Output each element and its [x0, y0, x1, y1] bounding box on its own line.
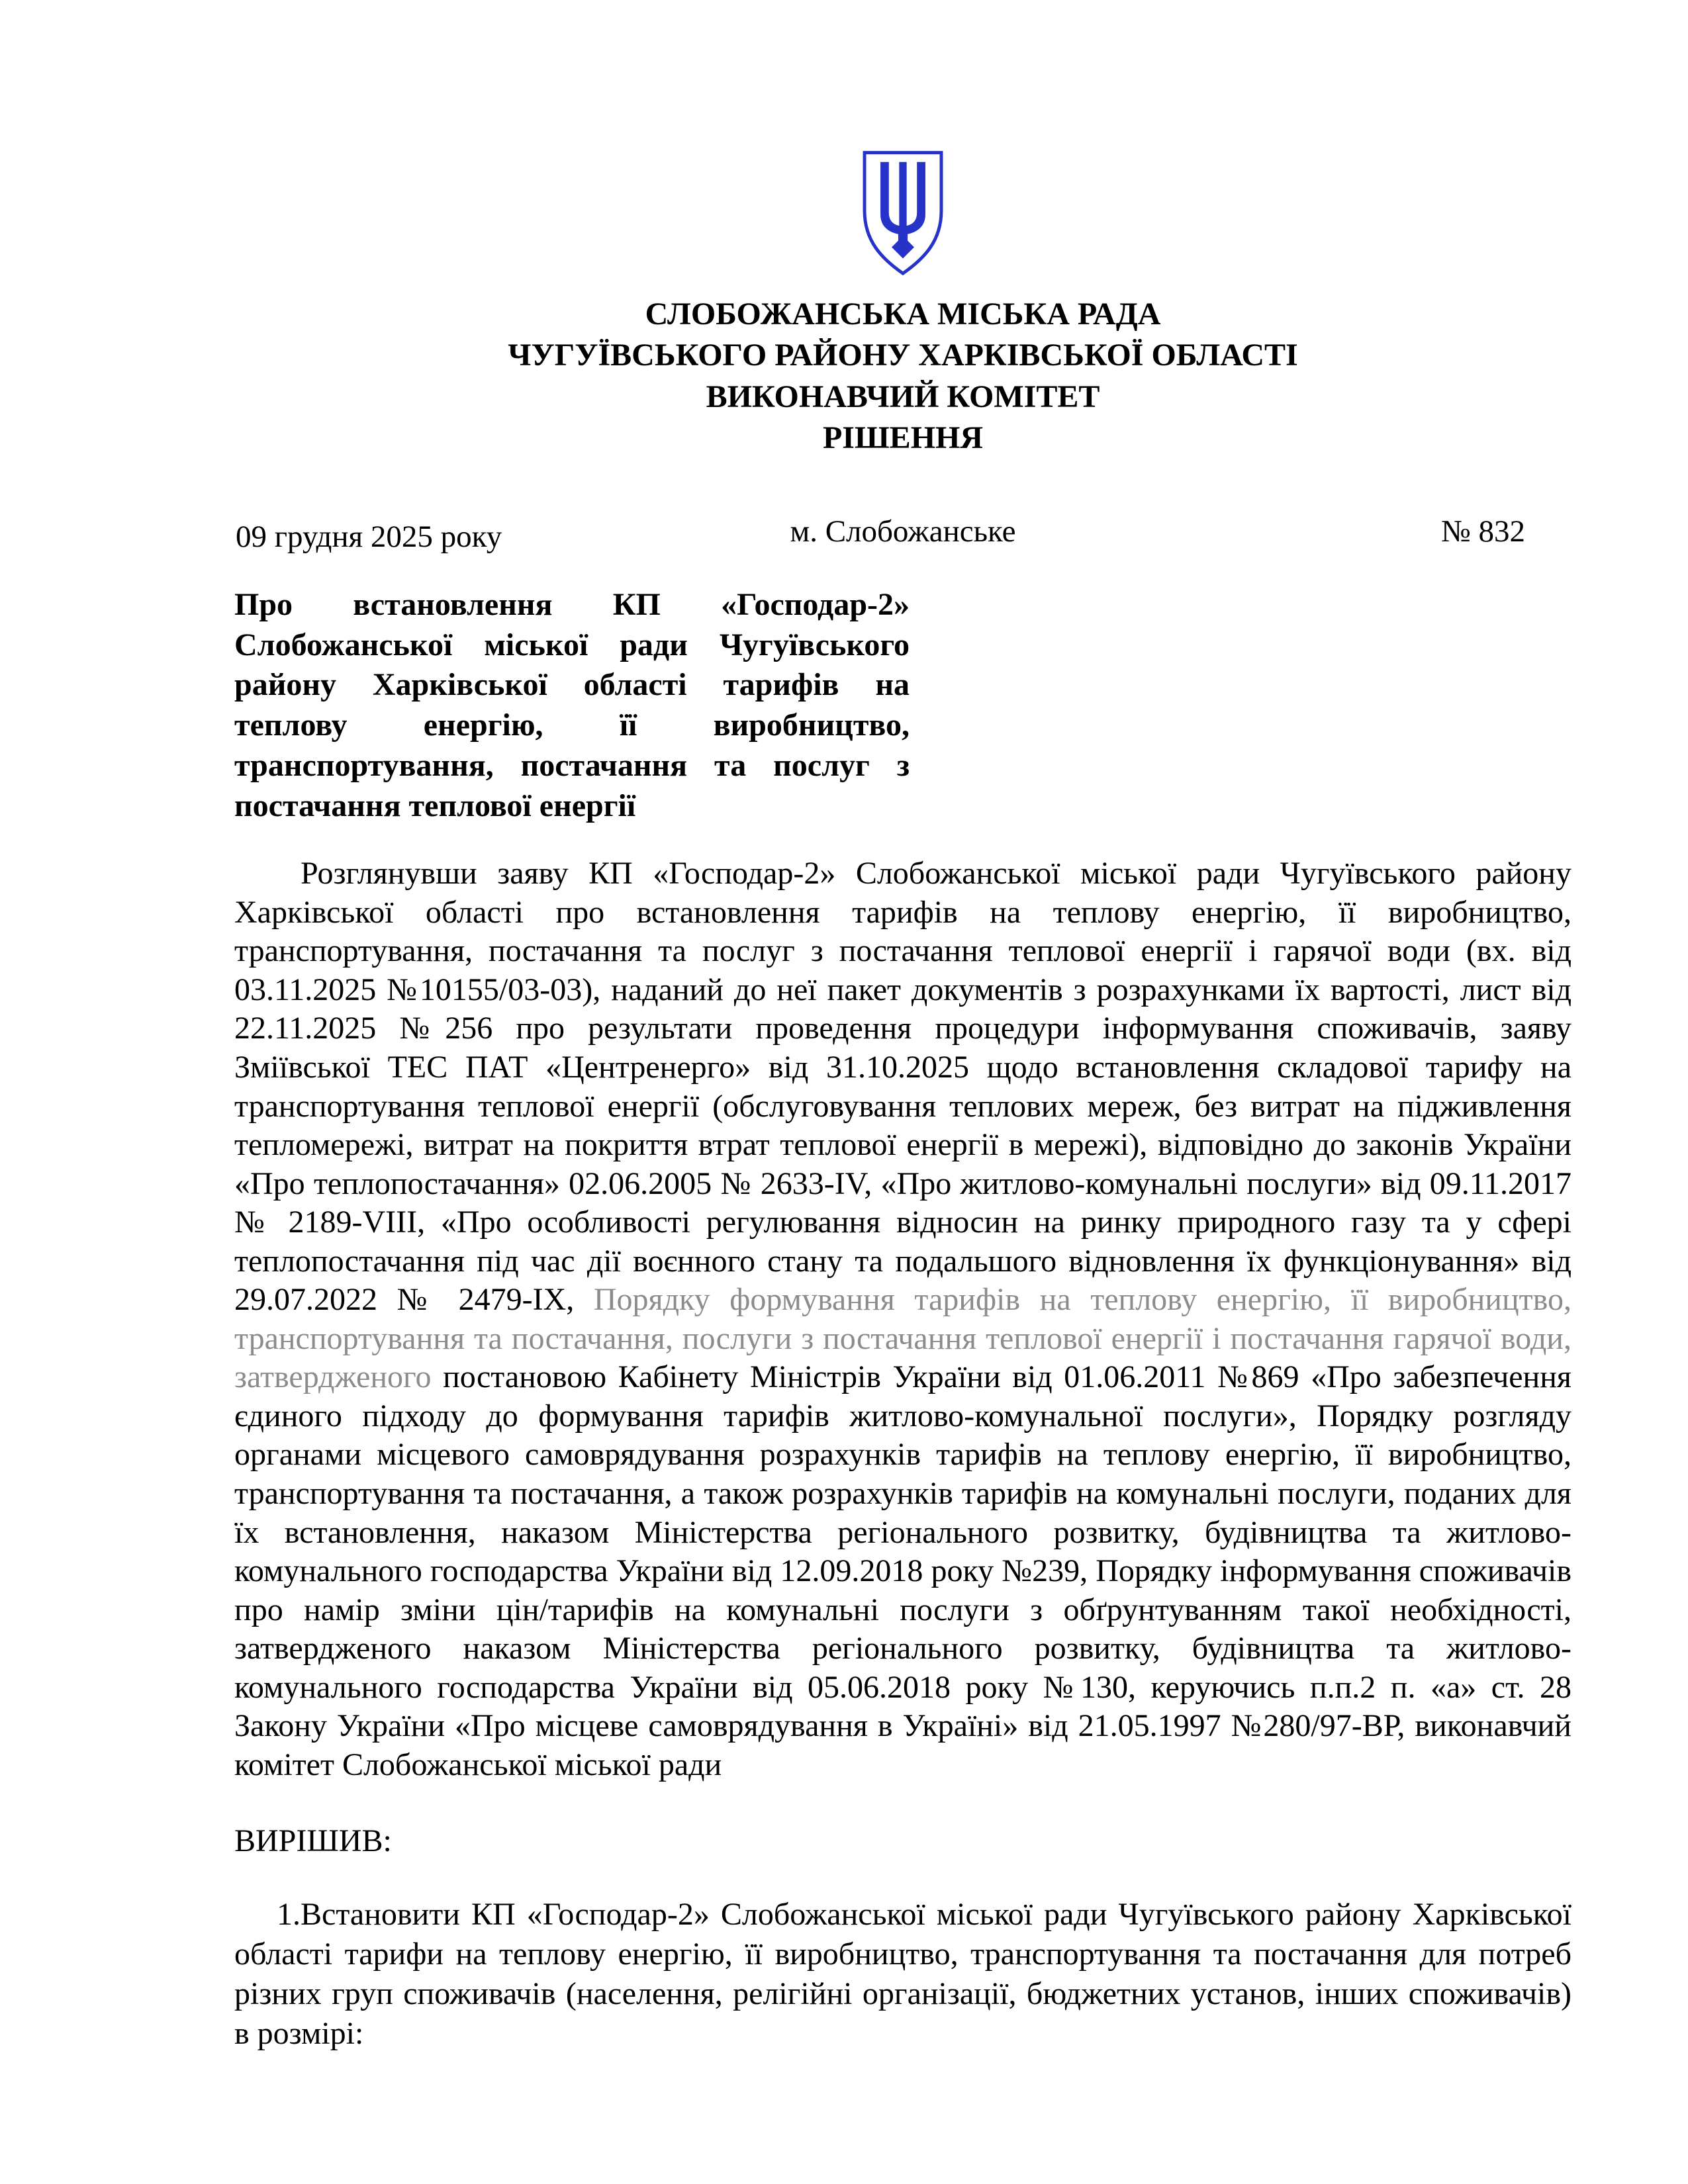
document-place: м. Слобожанське [790, 514, 1016, 549]
body-text-part-1: Розглянувши заяву КП «Господар-2» Слобожанської міської ради Чугуївського району Харківської області про встановлення тарифів на теплову енергію, її виробництво, транспортування, постачання та послуг з постачання теплової енергії і гарячої води (вх. від 03.11.2025 №10155/03-03), наданий до неї пакет документів з розрахунками їх вартості, лист від 22.11.2025 №256 про результати проведення процедури інформування споживачів, заяву Зміївської ТЕС ПАТ «Центренерго» від 31.10.2025 щодо встановлення складової тарифу на транспортування теплової енергії (обслуговування теплових мереж, без витрат на підживлення тепломережі, витрат на покриття втрат теплової енергії в мережі), відповідно до законів України «Про теплопостачання» 02.06.2005 № 2633-IV, «Про житлово-комунальні послуги» від 09.11.2017 № 2189-VIII, «Про особливості регулювання відносин на ринку природного газу та у сфері теплопостачання під час дії воєнного стану та подальшого відновлення їх функціонування» від 29.07.2022 № 2479-IX, [234, 856, 1571, 1318]
decision-item-1: 1.Встановити КП «Господар-2» Слобожанської міської ради Чугуївського району Харківської області тарифи на теплову енергію, її виробництво, транспортування та постачання для потреб різних груп споживачів (населення, релігійні організації, бюджетних установ, інших споживачів) в розмірі: [234, 1897, 1571, 2052]
document-type-title: РІШЕННЯ [822, 420, 984, 456]
org-committee-line: ВИКОНАВЧИЙ КОМІТЕТ [706, 379, 1100, 414]
body-text-part-2-gray: Порядку формування тарифів на теплову енергію, її виробництво, транспортування та постачання, послуги з постачання теплової енергії і постачання гарячої води, затвердженого [234, 1282, 1571, 1395]
decision-heading: ВИРІШИВ: [234, 1823, 392, 1859]
emblem-container [234, 149, 1571, 283]
document-number: № 832 [1440, 514, 1525, 549]
document-subject: Про встановлення КП «Господар-2» Слобожанської міської ради Чугуївського району Харківської області тарифів на теплову енергію, її виробництво, транспортування, постачання та послуг з постачання теплової енергії [234, 586, 910, 824]
org-name-line: СЛОБОЖАНСЬКА МІСЬКА РАДА [645, 296, 1161, 332]
document-meta-row [234, 514, 1571, 555]
org-region-line: ЧУГУЇВСЬКОГО РАЙОНУ ХАРКІВСЬКОЇ ОБЛАСТІ [508, 338, 1298, 373]
body-text-part-3: постановою Кабінету Міністрів України від 01.06.2011 №869 «Про забезпечення єдиного підходу до формування тарифів житлово-комунальної послуги», Порядку розгляду органами місцевого самоврядування розрахунків тарифів на теплову енергію, її виробництво, транспортування та постачання, а також розрахунків тарифів на комунальні послуги, поданих для їх встановлення, наказом Міністерства регіонального розвитку, будівництва та житлово-комунального господарства України від 12.09.2018 року №239, Порядку інформування споживачів про намір зміни цін/тарифів на комунальні послуги з обґрунтуванням такої необхідності, затвердженого наказом Міністерства регіонального розвитку, будівництва та житлово-комунального господарства України від 05.06.2018 року №130, керуючись п.п.2 п. «а» ст. 28 Закону України «Про місцеве самоврядування в Україні» від 21.05.1997 №280/97-ВР, виконавчий комітет Слобожанської міської ради [234, 1359, 1571, 1782]
ukraine-trident-emblem-icon [856, 149, 950, 280]
document-date: 09 грудня 2025 року [236, 519, 502, 554]
body-paragraph [234, 854, 1571, 1784]
document-header [234, 294, 1571, 459]
